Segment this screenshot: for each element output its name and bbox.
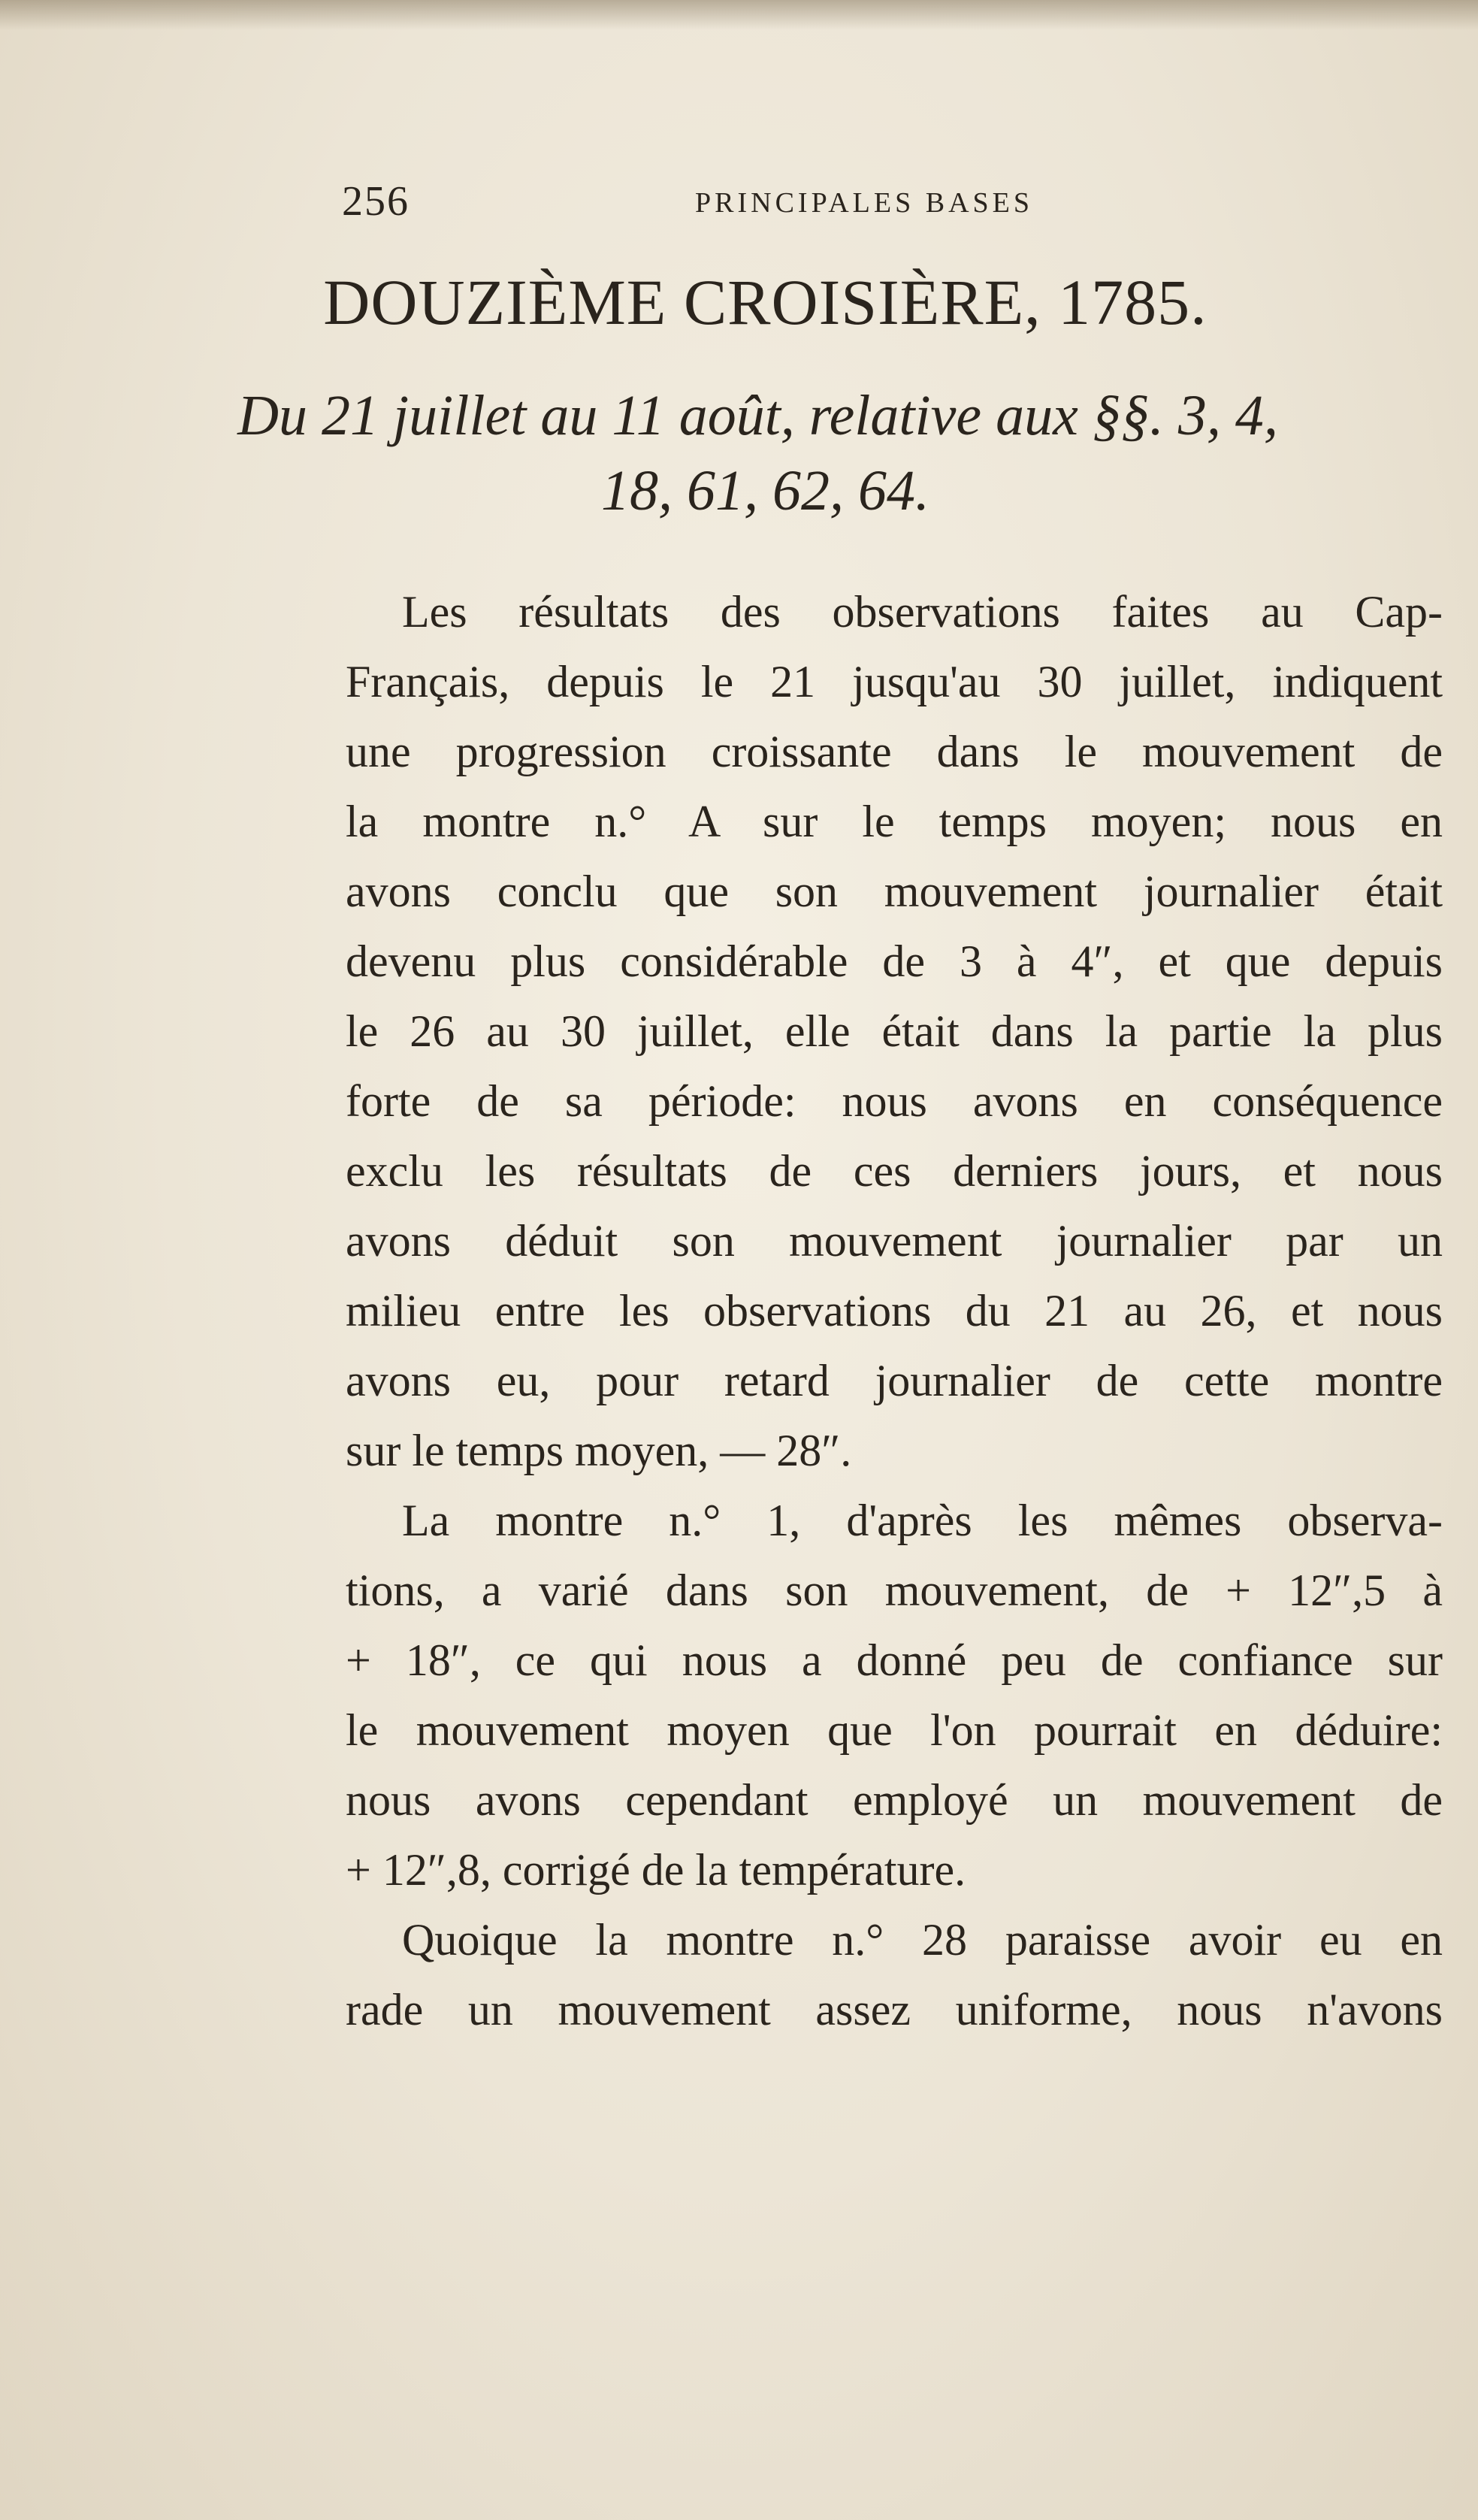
running-head-title: PRINCIPALES BASES xyxy=(695,187,1033,219)
body-text xyxy=(346,577,1443,2045)
chapter-subtitle-line-1: Du 21 juillet au 11 août, relative aux §§. 3, 4, xyxy=(237,384,1278,447)
text-line: devenu plus considérable de 3 à 4″, et que depuis xyxy=(346,936,1443,986)
text-line: + 12″,8, corrigé de la température. xyxy=(346,1845,966,1895)
text-line: rade un mouvement assez uniforme, nous n'avons xyxy=(346,1985,1443,2034)
text-line: + 18″, ce qui nous a donné peu de confiance sur xyxy=(346,1635,1443,1685)
text-line: Français, depuis le 21 jusqu'au 30 juillet, indiquent xyxy=(346,657,1443,706)
text-line: le 26 au 30 juillet, elle était dans la partie la plus xyxy=(346,1006,1443,1056)
text-line: exclu les résultats de ces derniers jours, et nous xyxy=(346,1146,1443,1196)
text-line: la montre n.° A sur le temps moyen; nous en xyxy=(346,797,1443,846)
paragraph xyxy=(346,1486,1443,1905)
text-line: Quoique la montre n.° 28 paraisse avoir eu en xyxy=(402,1915,1443,1965)
text-line: le mouvement moyen que l'on pourrait en déduire: xyxy=(346,1705,1443,1755)
text-line: une progression croissante dans le mouvement de xyxy=(346,727,1443,776)
text-line: avons déduit son mouvement journalier par un xyxy=(346,1216,1443,1266)
page-top-edge xyxy=(0,0,1478,30)
running-head xyxy=(342,177,1093,230)
text-line: tions, a varié dans son mouvement, de + 12″,5 à xyxy=(346,1566,1443,1615)
paragraph xyxy=(346,1905,1443,2045)
text-line: avons conclu que son mouvement journalier était xyxy=(346,867,1443,916)
text-line: forte de sa période: nous avons en conséquence xyxy=(346,1076,1443,1126)
text-line: Les résultats des observations faites au Cap- xyxy=(402,587,1443,637)
page-number: 256 xyxy=(342,178,410,225)
text-line: nous avons cependant employé un mouvement de xyxy=(346,1775,1443,1825)
text-line: milieu entre les observations du 21 au 26, et nous xyxy=(346,1286,1443,1336)
text-line: avons eu, pour retard journalier de cette montre xyxy=(346,1356,1443,1405)
text-line: sur le temps moyen, — 28″. xyxy=(346,1426,852,1475)
text-line: La montre n.° 1, d'après les mêmes observa- xyxy=(402,1496,1443,1545)
chapter-title: DOUZIÈME CROISIÈRE, 1785. xyxy=(323,266,1207,338)
paragraph xyxy=(346,577,1443,1486)
chapter-subtitle-line-2: 18, 61, 62, 64. xyxy=(601,459,929,522)
